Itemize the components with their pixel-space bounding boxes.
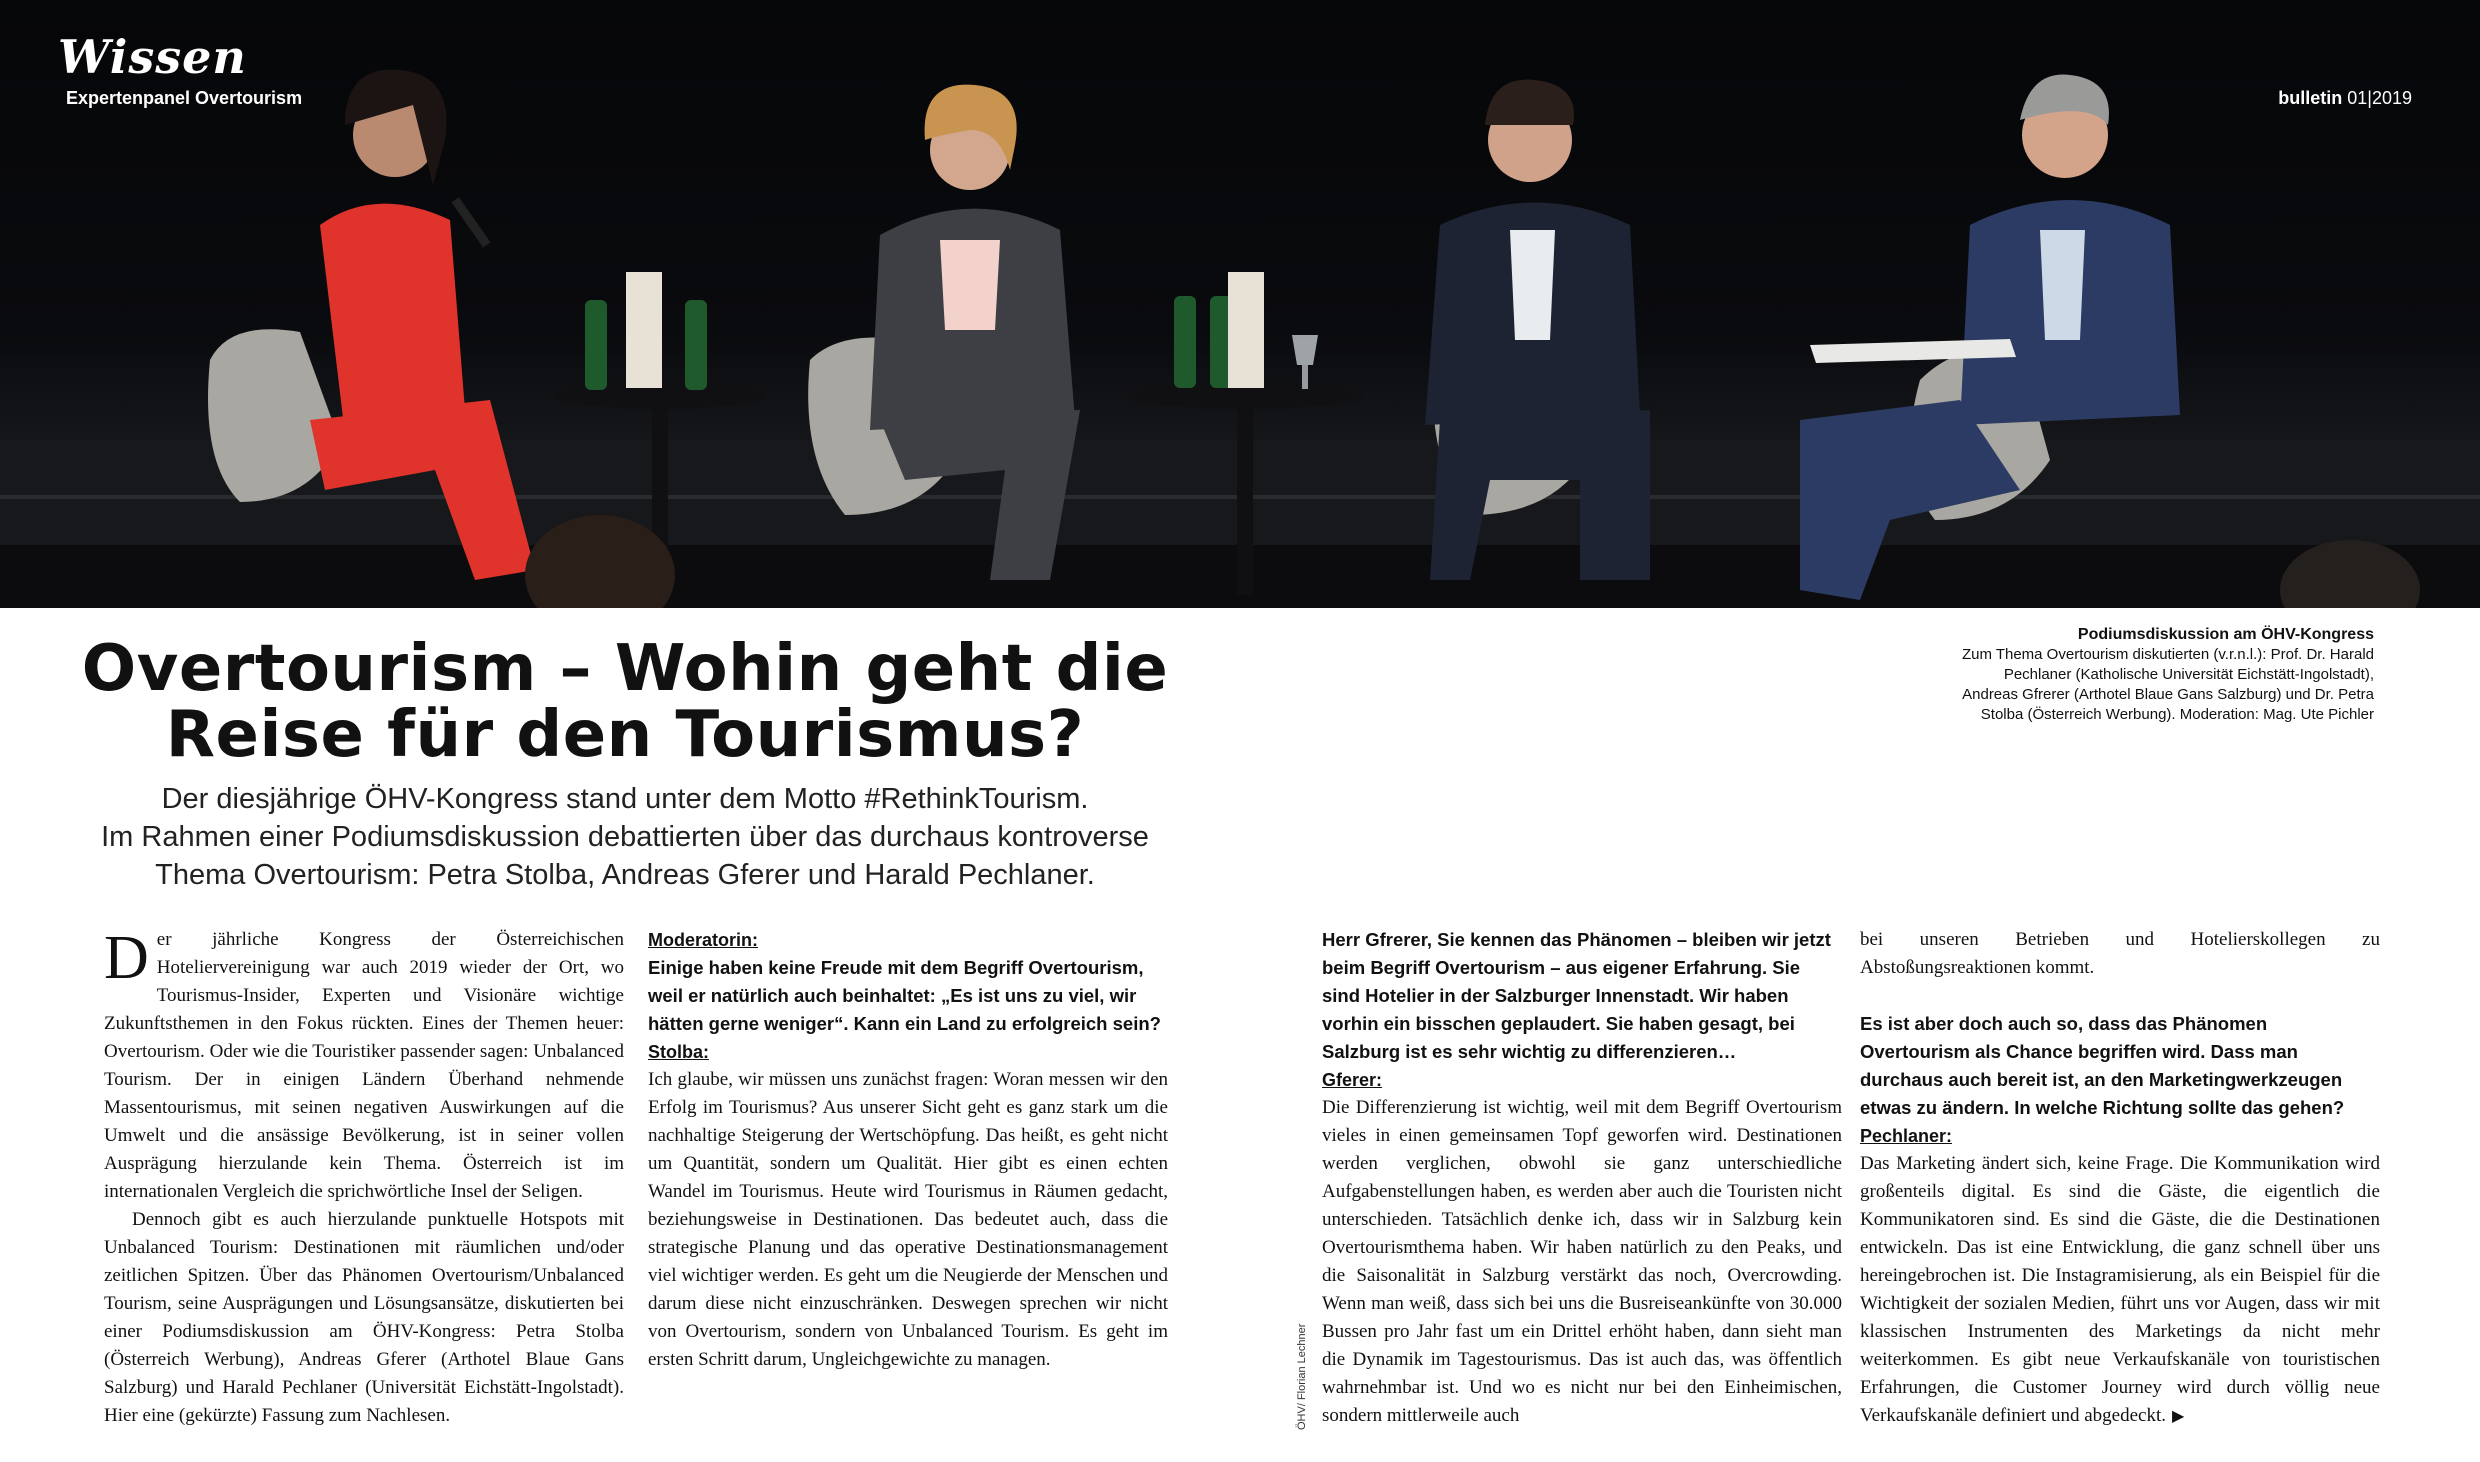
panel-stage-illustration <box>0 0 2480 608</box>
article-title-line1: Overtourism – Wohin geht die <box>81 632 1169 706</box>
issue-label <box>2278 88 2412 109</box>
article-title-line2: Reise für den Tourismus? <box>165 698 1085 772</box>
speaker-label: Gferer: <box>1322 1070 1383 1090</box>
issue-number: 01|2019 <box>2347 88 2412 108</box>
paragraph-gap <box>1860 982 2380 1010</box>
speaker-label: Stolba: <box>648 1042 709 1062</box>
caption-title: Podiumsdiskussion am ÖHV-Kongress <box>2077 626 2374 643</box>
speaker-label: Pechlaner: <box>1860 1126 1953 1146</box>
interview-question: Einige haben keine Freude mit dem Begriff Overtourism, weil er natürlich auch beinhaltet: „Es ist uns zu viel, wir hätten gerne weniger“. Kann ein Land zu erfolgreich sein? <box>648 957 1161 1034</box>
continue-arrow-icon: ▶ <box>2171 1408 2185 1425</box>
intro-text: er jährliche Kongress der Österreichischen Hoteliervereinigung war auch 2019 wieder der Ort, wo Tourismus-Insider, Experten und Visionäre wichtige Zukunftsthemen in den Fokus rückten. Eines der Themen heuer: Overtourism. Oder wie die Touristiker passender sagen: Unbalanced Tourism. Der in einigen Ländern Überhand nehmende Massentourismus, mit seinen negativen Auswirkungen auf die Umwelt und die ansässige Bevölkerung, ist in seiner vollen Ausprägung hierzulande kein Thema. Österreich ist im internationalen Vergleich die sprichwörtliche Insel der Seligen. <box>104 929 624 1202</box>
interview-answer: Die Differenzierung ist wichtig, weil mit dem Begriff Overtourism vieles in einen gemeinsamen Topf geworfen wird. Destinationen werden verglichen, obwohl sie ganz unterschiedliche Aufgabenstellungen haben, es werden aber auch die Touristen nicht unterschieden. Tatsächlich denke ich, dass wir in Salzburg kein Overtourismthema haben. Wir haben natürlich zu den Peaks, und die Saisonalität in Salzburg verstärkt das noch, Overcrowding. Wenn man weiß, dass sich bei uns die Busreiseankünfte von 30.000 Bussen pro Jahr fast um ein Drittel erhöht haben, dann sieht man die Dynamik im Tagestourismus. Das ist auch das, was öffentlich wahrnehmbar ist. Und wo es nicht nur bei den Einheimischen, sondern mittlerweile auch <box>1322 1097 1842 1426</box>
lead-line1: Der diesjährige ÖHV-Kongress stand unter dem Motto #RethinkTourism. <box>161 783 1089 815</box>
article-column-4 <box>1860 926 2380 1431</box>
drop-cap: D <box>104 924 149 992</box>
body-paragraph: Dennoch gibt es auch hierzulande punktuelle Hotspots mit Unbalanced Tourism: Destinationen mit räumlichen und/oder zeitlichen Spitzen. Über das Phänomen Overtourism/Unbalanced Tourism, seine Ausprägungen und Lösungsansätze, diskutierten bei einer Podiumsdiskussion am ÖHV-Kongress: Petra Stolba (Österreich Werbung), Andreas Gferer (Arthotel Blaue Gans Salzburg) und Harald Pechlaner (Universität Eichstätt-Ingolstadt). Hier eine (gekürzte) Fassung zum Nachlesen. <box>104 1209 624 1426</box>
lead-line2: Im Rahmen einer Podiumsdiskussion debattierten über das durchaus kontroverse <box>101 821 1149 853</box>
article-title <box>60 632 1190 772</box>
section-title: Wissen <box>58 30 247 84</box>
photo-credit: ÖHV/ Florian Lechner <box>1296 1323 1308 1430</box>
article-lead <box>60 780 1190 894</box>
speaker-label: Moderatorin: <box>648 930 758 950</box>
interview-answer <box>1860 1150 2380 1431</box>
interview-question: Herr Gfrerer, Sie kennen das Phänomen – bleiben wir jetzt beim Begriff Overtourism – aus eigener Erfahrung. Sie sind Hotelier in der Salzburger Innenstadt. Wir haben vorhin ein bisschen geplaudert. Sie haben gesagt, bei Salzburg ist es sehr wichtig zu differenzieren… <box>1322 929 1831 1062</box>
section-subtitle: Expertenpanel Overtourism <box>66 88 303 108</box>
interview-answer-continued: bei unseren Betrieben und Hotelierskollegen zu Abstoßungsreaktionen kommt. <box>1860 929 2380 978</box>
hero-photo <box>0 0 2480 608</box>
caption-text: Zum Thema Overtourism diskutierten (v.r.n.l.): Prof. Dr. Harald Pechlaner (Katholische Universität Eichstätt-Ingolstadt), Andreas Gfrerer (Arthotel Blaue Gans Salzburg) und Dr. Petra Stolba (Österreich Werbung). Moderation: Mag. Ute Pichler <box>1961 646 2374 723</box>
issue-brand: bulletin <box>2278 88 2343 108</box>
intro-paragraph <box>104 926 624 1206</box>
article-column-2 <box>648 926 1168 1374</box>
photo-caption <box>1954 625 2374 725</box>
article-column-3 <box>1322 926 1842 1430</box>
lead-line3: Thema Overtourism: Petra Stolba, Andreas Gferer und Harald Pechlaner. <box>155 859 1095 891</box>
article-column-1 <box>104 926 624 1430</box>
interview-answer: Ich glaube, wir müssen uns zunächst fragen: Woran messen wir den Erfolg im Tourismus? Aus unserer Sicht geht es ganz stark um die nachhaltige Steigerung der Wertschöpfung. Das heißt, es geht nicht um Quantität, sondern um Qualität. Hier gibt es einen echten Wandel im Tourismus. Heute wird Tourismus in Räumen gedacht, beziehungsweise in Destinationen. Das bedeutet auch, dass die strategische Planung und das operative Destinationsmanagement viel wichtiger werden. Es geht um die Neugierde der Menschen und darum diese nicht einzuschränken. Deswegen sprechen wir nicht von Overtourism, sondern von Unbalanced Tourism. Es geht im ersten Schritt darum, Ungleichgewichte zu managen. <box>648 1069 1168 1370</box>
interview-question: Es ist aber doch auch so, dass das Phänomen Overtourism als Chance begriffen wird. Dass man durchaus auch bereit ist, an den Marketingwerkzeugen etwas zu ändern. In welche Richtung sollte das gehen? <box>1860 1013 2345 1118</box>
answer-text: Das Marketing ändert sich, keine Frage. Die Kommunikation wird großenteils digital. Es sind die Gäste, die eigentlich die Kommunikatoren sind. Es sind die Gäste, die die Destinationen entwickeln. Das ist eine Entwicklung, die ganz schnell über uns hereingebrochen ist. Die Instagramisierung, als ein Beispiel für die Wichtigkeit der sozialen Medien, führt uns vor Augen, dass wir mit klassischen Instrumenten des Marketings da nicht mehr weiterkommen. Es gibt neue Verkaufskanäle von touristischen Erfahrungen, die Customer Journey wird durch völlig neue Verkaufskanäle definiert und abgedeckt. <box>1860 1153 2380 1426</box>
